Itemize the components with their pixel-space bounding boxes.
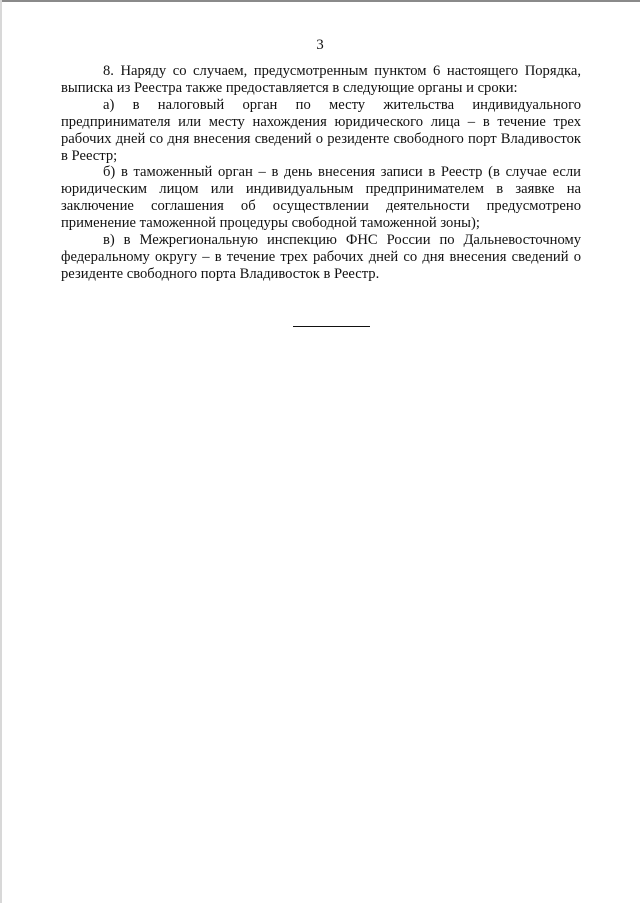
paragraph-a: а) в налоговый орган по месту жительства индивидуального предпринимателя или месту нахождения юридического лица – в течение трех рабочих дней со дня внесения сведений о резиденте свободного порт Владивосток в Реестр;	[61, 96, 581, 164]
page-top-edge	[0, 0, 640, 2]
page-left-edge	[0, 0, 2, 903]
paragraph-b: б) в таможенный орган – в день внесения записи в Реестр (в случае если юридическим лицом или индивидуальным предпринимателем в заявке на заключение соглашения об осуществлении деятельности предусмотрено применение таможенной процедуры свободной таможенной зоны);	[61, 164, 581, 232]
page-number: 3	[316, 37, 324, 53]
document-body	[61, 63, 581, 283]
end-of-text-rule	[293, 326, 370, 327]
paragraph-v: в) в Межрегиональную инспекцию ФНС России по Дальневосточному федеральному округу – в течение трех рабочих дней со дня внесения сведений о резиденте свободного порта Владивосток в Реестр.	[61, 232, 581, 282]
paragraph-8: 8. Наряду со случаем, предусмотренным пунктом 6 настоящего Порядка, выписка из Реестра также предоставляется в следующие органы и сроки:	[61, 63, 581, 96]
